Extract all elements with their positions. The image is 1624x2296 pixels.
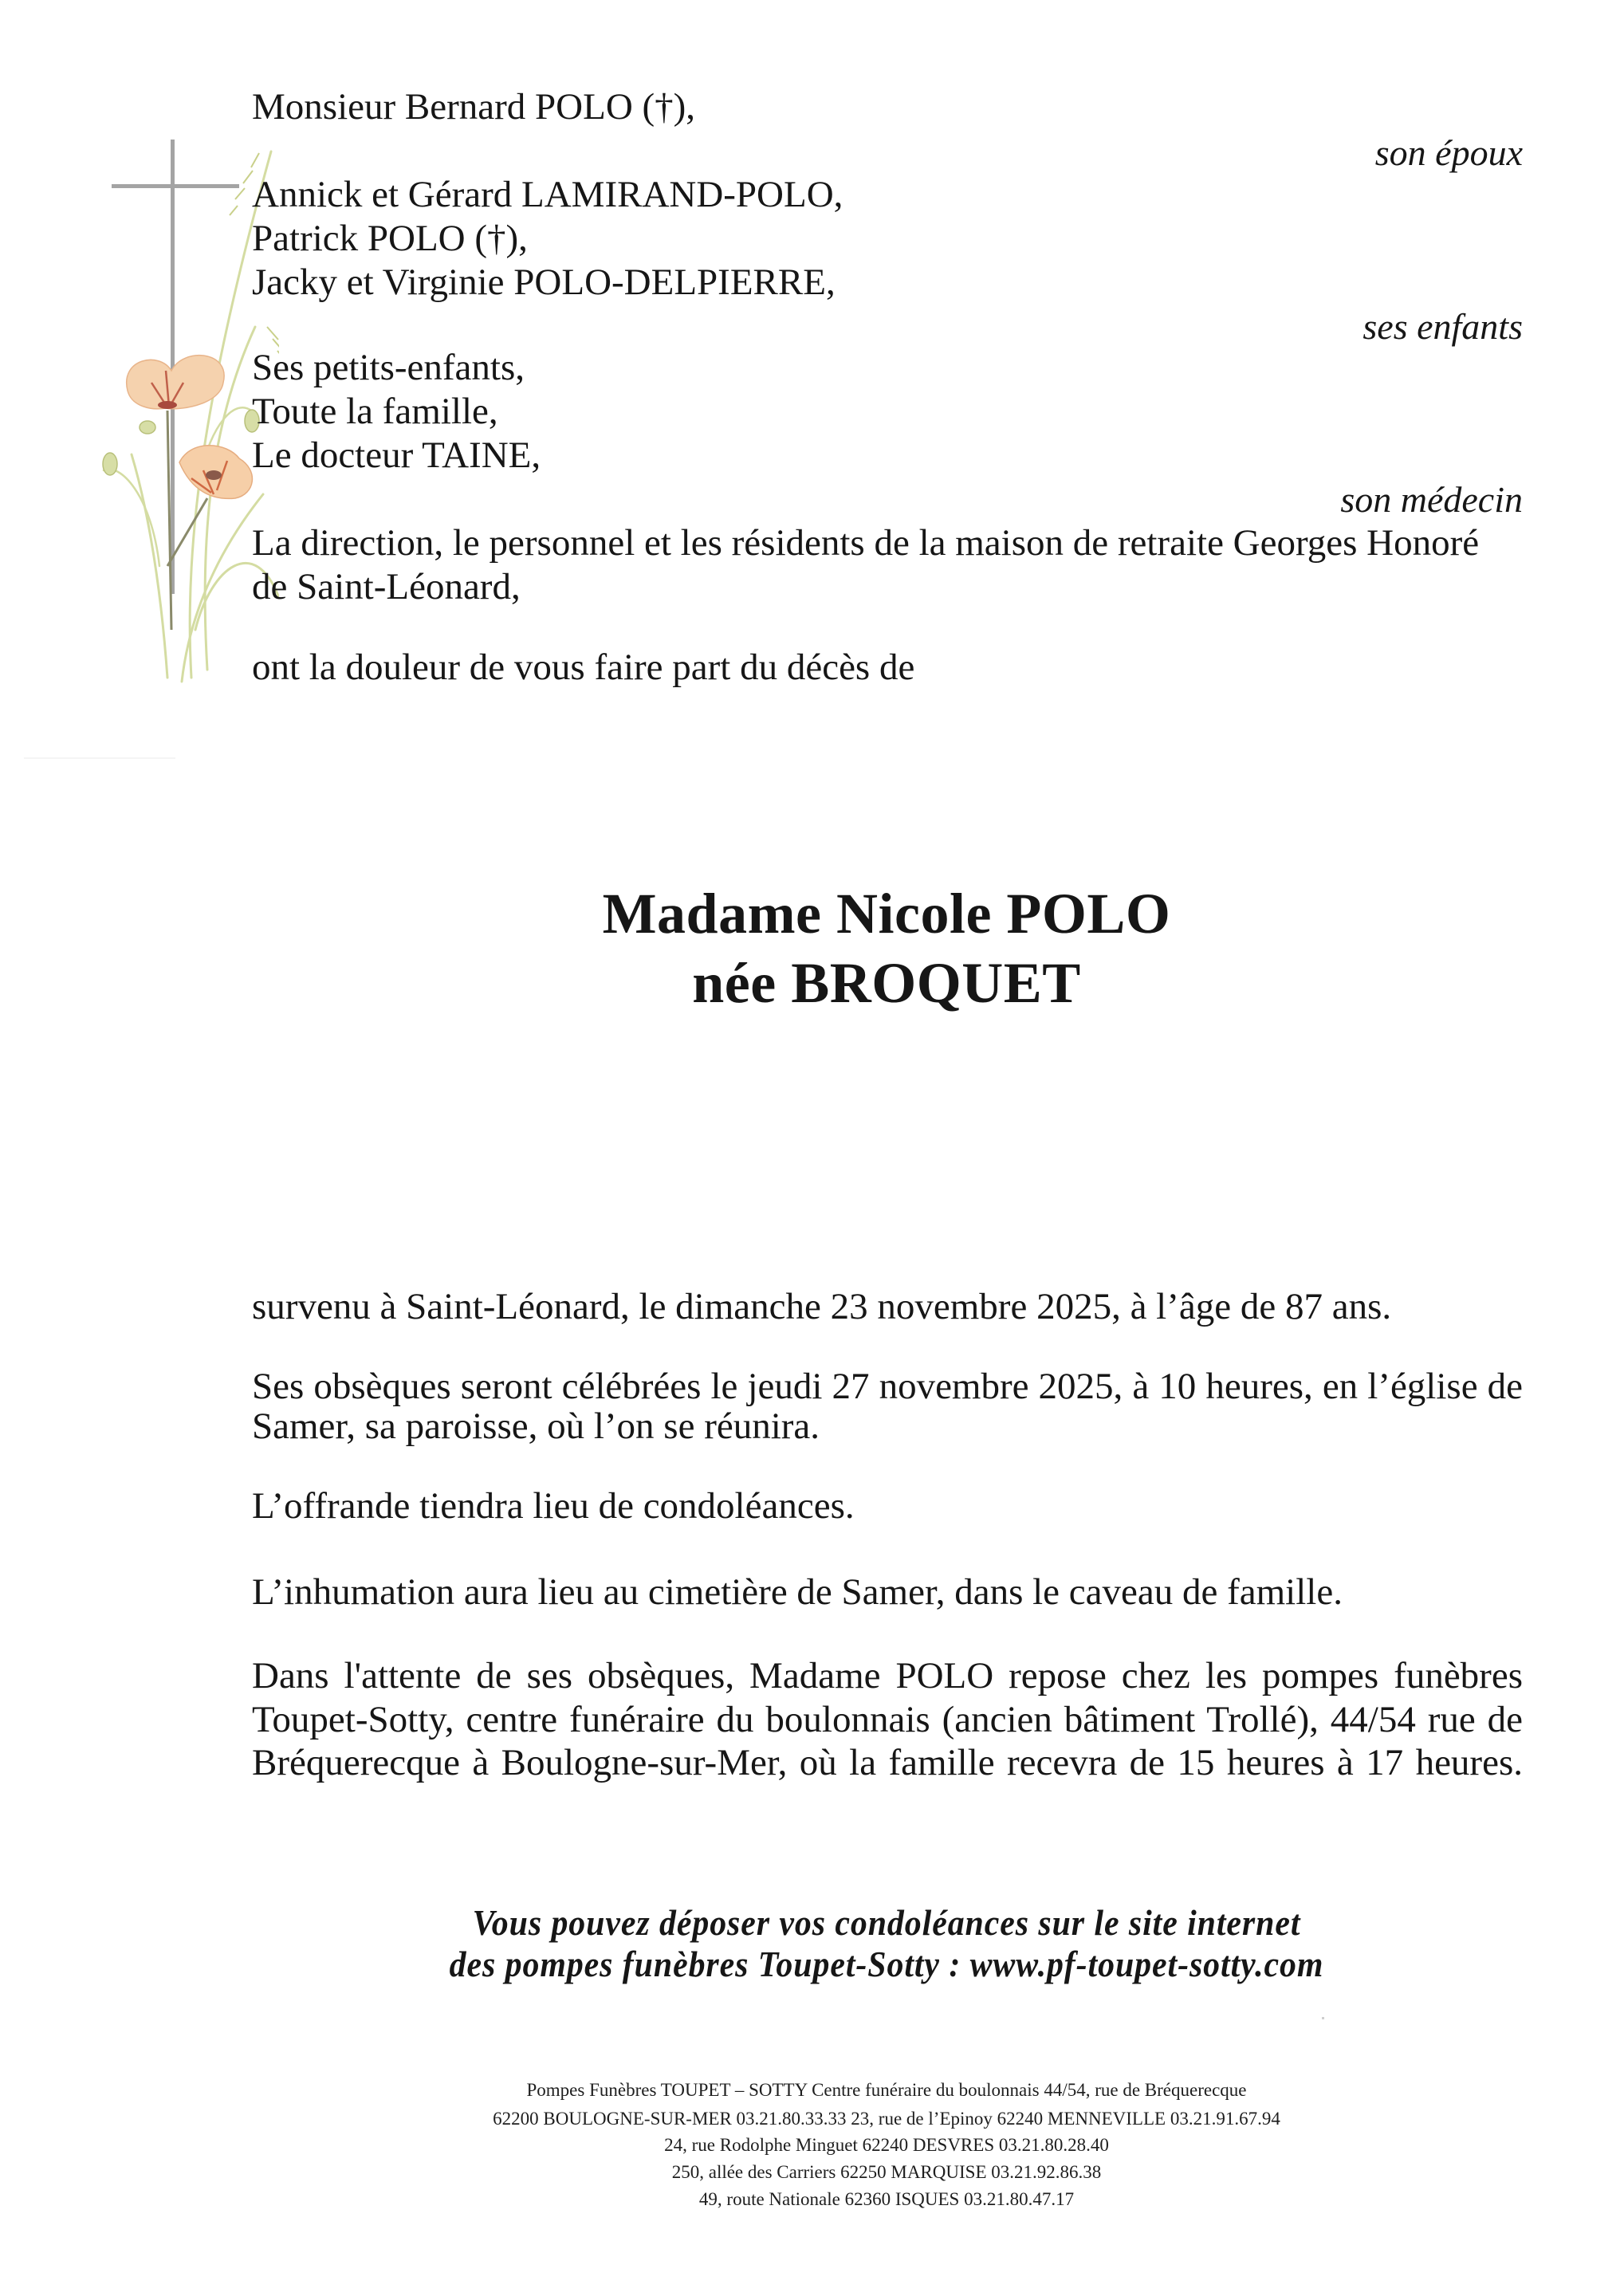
family-grandchildren: Ses petits-enfants, — [252, 347, 525, 388]
footer-address-line: 62200 BOULOGNE-SUR-MER 03.21.80.33.33 23, rue de l’Epinoy 62240 MENNEVILLE 03.21.91.67.94 — [493, 2109, 1280, 2129]
relation-label-doctor: son médecin — [1340, 479, 1523, 520]
cross-with-poppies-icon — [72, 120, 279, 694]
deceased-name: Madame Nicole POLO — [602, 882, 1171, 946]
funeral-details-line: Ses obsèques seront célébrées le jeudi 27 novembre 2025, à 10 heures, en l’église de — [252, 1366, 1523, 1407]
family-member-child: Annick et Gérard LAMIRAND-POLO, — [252, 174, 843, 215]
care-home-location: de Saint-Léonard, — [252, 566, 521, 607]
footer-address-line: 24, rue Rodolphe Minguet 62240 DESVRES 03.21.80.28.40 — [664, 2135, 1109, 2155]
condolences-note: Vous pouvez déposer vos condoléances sur le site internet — [472, 1903, 1301, 1943]
rest-details-line: Dans l'attente de ses obsèques, Madame POLO repose chez les pompes funèbres — [252, 1655, 1523, 1696]
family-member-child: Patrick POLO (†), — [252, 218, 528, 259]
scan-artifact — [24, 757, 175, 759]
announcement-intro: ont la douleur de vous faire part du décès de — [252, 647, 915, 688]
family-member-spouse: Monsieur Bernard POLO (†), — [252, 86, 696, 128]
condolences-website[interactable]: des pompes funèbres Toupet-Sotty : www.pf-toupet-sotty.com — [449, 1944, 1324, 1984]
relation-label-spouse: son époux — [1374, 132, 1523, 173]
footer-address-line: Pompes Funèbres TOUPET – SOTTY Centre funéraire du boulonnais 44/54, rue de Bréquerecque — [526, 2080, 1247, 2100]
deceased-maiden-name: née BROQUET — [692, 951, 1081, 1015]
relation-label-children: ses enfants — [1363, 306, 1523, 347]
care-home-staff: La direction, le personnel et les résidents de la maison de retraite Georges Honoré — [252, 522, 1480, 564]
rest-details-line: Bréquerecque à Boulogne-sur-Mer, où la famille recevra de 15 heures à 17 heures. — [252, 1742, 1523, 1783]
rest-details-line: Toupet-Sotty, centre funéraire du boulonnais (ancien bâtiment Trollé), 44/54 rue de — [252, 1699, 1523, 1740]
scan-artifact — [1322, 2017, 1324, 2019]
burial-details: L’inhumation aura lieu au cimetière de Samer, dans le caveau de famille. — [252, 1571, 1343, 1613]
death-details: survenu à Saint-Léonard, le dimanche 23 novembre 2025, à l’âge de 87 ans. — [252, 1286, 1392, 1327]
offering-note: L’offrande tiendra lieu de condoléances. — [252, 1485, 855, 1527]
funeral-details-line: Samer, sa paroisse, où l’on se réunira. — [252, 1406, 820, 1447]
family-whole: Toute la famille, — [252, 391, 498, 432]
family-member-child: Jacky et Virginie POLO-DELPIERRE, — [252, 261, 836, 303]
footer-address-line: 250, allée des Carriers 62250 MARQUISE 03.21.92.86.38 — [671, 2162, 1102, 2182]
family-doctor: Le docteur TAINE, — [252, 434, 541, 476]
footer-address-line: 49, route Nationale 62360 ISQUES 03.21.80.47.17 — [698, 2189, 1075, 2209]
